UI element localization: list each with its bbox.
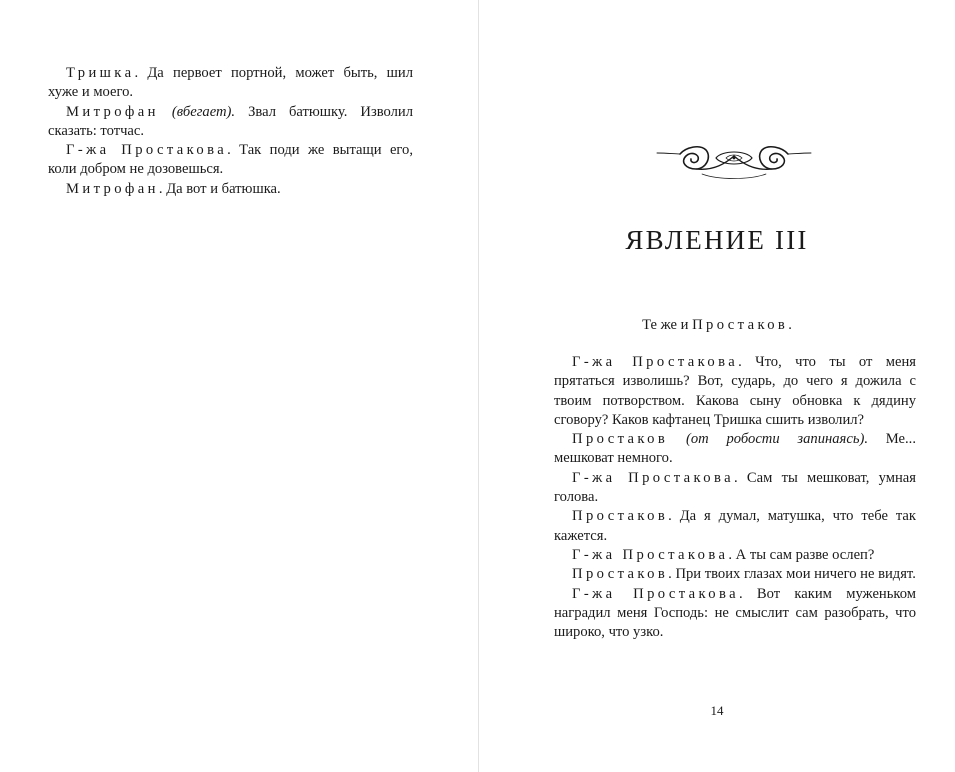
dialogue-paragraph [48, 141, 413, 180]
dialogue-paragraph [554, 469, 916, 508]
left-page-text [48, 64, 413, 199]
stage-direction: (вбегает). [158, 103, 236, 120]
dialogue-paragraph [48, 103, 413, 142]
dialogue-paragraph [554, 353, 916, 430]
speaker-name: Г-жа Простакова [572, 546, 729, 563]
dialogue-text: . Сам ты мешковат, умная голова. [554, 469, 916, 506]
speaker-name: Простаков [572, 508, 669, 525]
dialogue-text: . Что, что ты от меня прятаться изволишь? Вот, сударь, до чего я дожила с твоим потворством. Какова сыну обновка к дядину сговору? Каков кафтанец Тришка сшить изволил? [554, 354, 916, 428]
dialogue-text: . При твоих глазах мои ничего не видят. [668, 566, 916, 583]
dialogue-paragraph [554, 565, 916, 584]
cast-name: Простаков [692, 317, 789, 333]
dialogue-text: . Да я думал, матушка, что тебе так кажется. [554, 508, 916, 544]
speaker-name: Простаков [572, 566, 669, 583]
act-title: ЯВЛЕНИЕ III [625, 225, 809, 255]
dialogue-paragraph [554, 585, 916, 643]
dialogue-paragraph [554, 546, 916, 565]
speaker-name: Митрофан [66, 180, 159, 197]
dialogue-text: . Да первоет портной, может быть, шил хуже и моего. [48, 65, 413, 101]
right-page-text [554, 353, 916, 642]
dialogue-text: . Вот каким муженьком наградил меня Господь: не смыслит сам разобрать, что широко, что узко. [554, 585, 916, 641]
page-number: 14 [710, 703, 724, 718]
speaker-name: Г-жа Простакова [66, 142, 228, 159]
speaker-name: Г-жа Простакова [572, 354, 739, 370]
dialogue-text: Звал батюшку. Изволил сказать: тотчас. [48, 103, 414, 139]
dialogue-text: . А ты сам разве ослеп? [728, 546, 875, 563]
right-page [479, 0, 955, 772]
speaker-name: Г-жа Простакова [572, 469, 734, 486]
cast-prefix: Те же и [642, 317, 693, 333]
stage-direction: (от робости запинаясь). [668, 431, 868, 448]
speaker-name: Простаков [572, 431, 669, 448]
dialogue-paragraph [554, 430, 916, 469]
dialogue-paragraph [554, 507, 916, 546]
dialogue-text: . Да вот и батюшка. [158, 180, 281, 197]
dialogue-paragraph [48, 64, 413, 103]
dialogue-paragraph [48, 180, 413, 199]
speaker-name: Г-жа Простакова [572, 585, 739, 602]
dialogue-text: . Так поди же вытащи его, коли добром не дозовешься. [48, 142, 413, 178]
speaker-name: Митрофан [66, 103, 159, 120]
cast-line [479, 316, 955, 335]
dialogue-text: Ме... мешковат немного. [554, 431, 916, 467]
flourish-ornament-icon [656, 138, 812, 182]
cast-suffix: . [788, 317, 792, 333]
speaker-name: Тришка [66, 65, 135, 81]
